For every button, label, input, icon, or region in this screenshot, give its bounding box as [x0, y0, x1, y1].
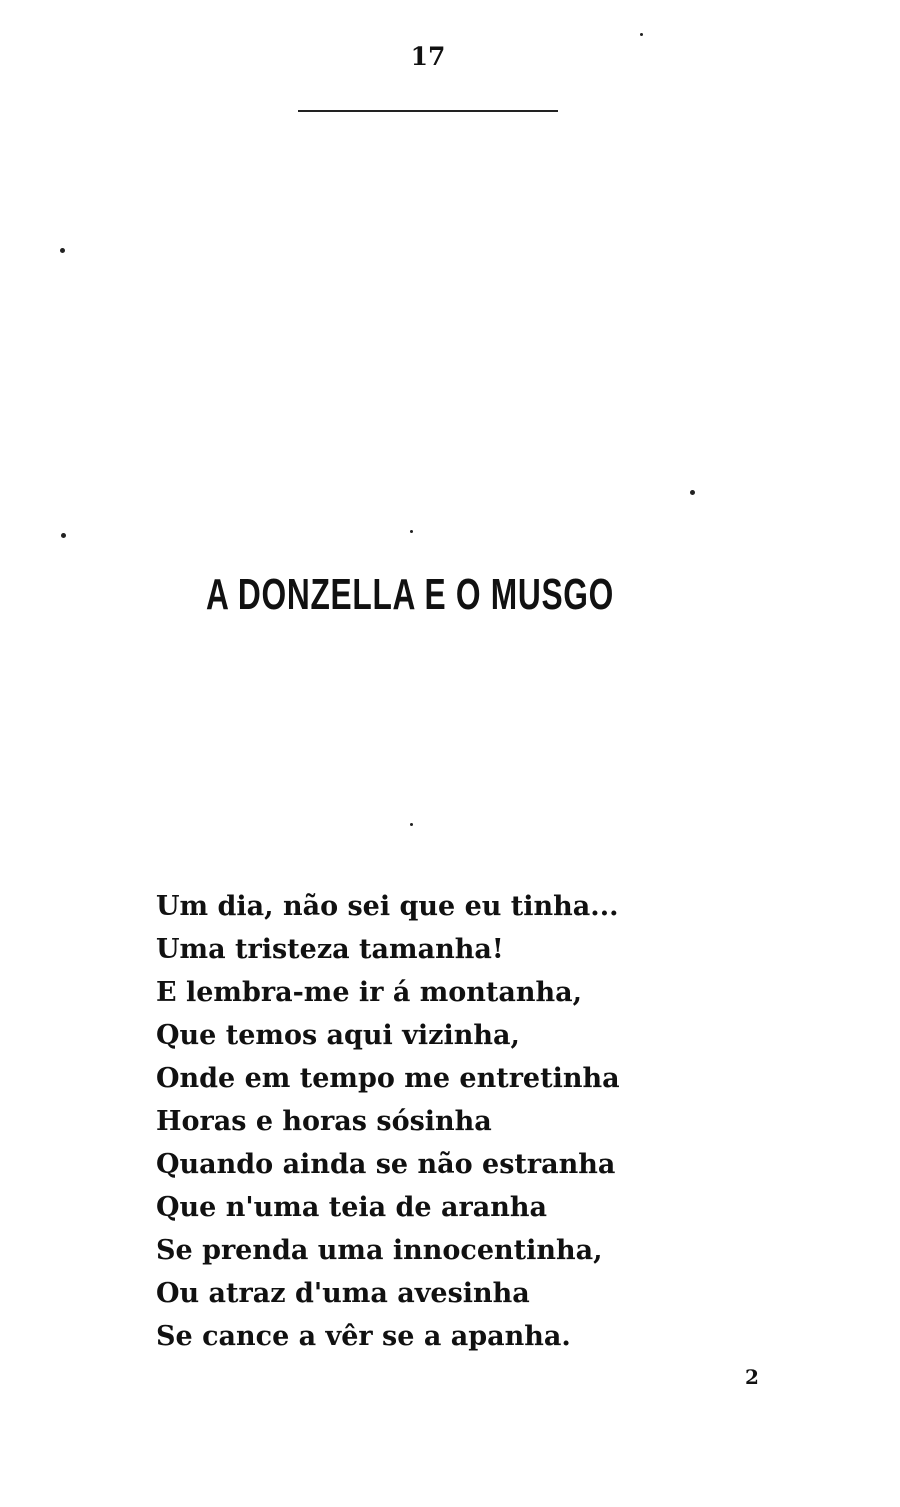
footer-mark: 2	[745, 1365, 759, 1389]
poem-title: A DONZELLA E O MUSGO	[205, 570, 615, 619]
verse-line: Que temos aqui vizinha,	[156, 1020, 520, 1051]
ink-speck	[61, 533, 66, 538]
ink-speck	[410, 530, 413, 533]
page-number: 17	[410, 42, 446, 71]
verse-line: Horas e horas sósinha	[156, 1106, 492, 1137]
verse-line: Ou atraz d'uma avesinha	[156, 1278, 530, 1309]
ink-speck	[640, 33, 643, 36]
verse-line: Se prenda uma innocentinha,	[156, 1235, 603, 1266]
header-rule	[298, 110, 558, 112]
verse-line: Se cance a vêr se a apanha.	[156, 1321, 571, 1352]
ink-speck	[60, 248, 65, 253]
ink-speck	[410, 823, 413, 826]
poem-stanza	[156, 885, 620, 1358]
verse-line: E lembra-me ir á montanha,	[156, 977, 583, 1008]
verse-line: Quando ainda se não estranha	[156, 1149, 616, 1180]
verse-line: Que n'uma teia de aranha	[156, 1192, 547, 1223]
ink-speck	[690, 490, 695, 495]
verse-line: Uma tristeza tamanha!	[156, 934, 504, 965]
verse-line: Um dia, não sei que eu tinha...	[156, 891, 619, 922]
verse-line: Onde em tempo me entretinha	[156, 1063, 620, 1094]
